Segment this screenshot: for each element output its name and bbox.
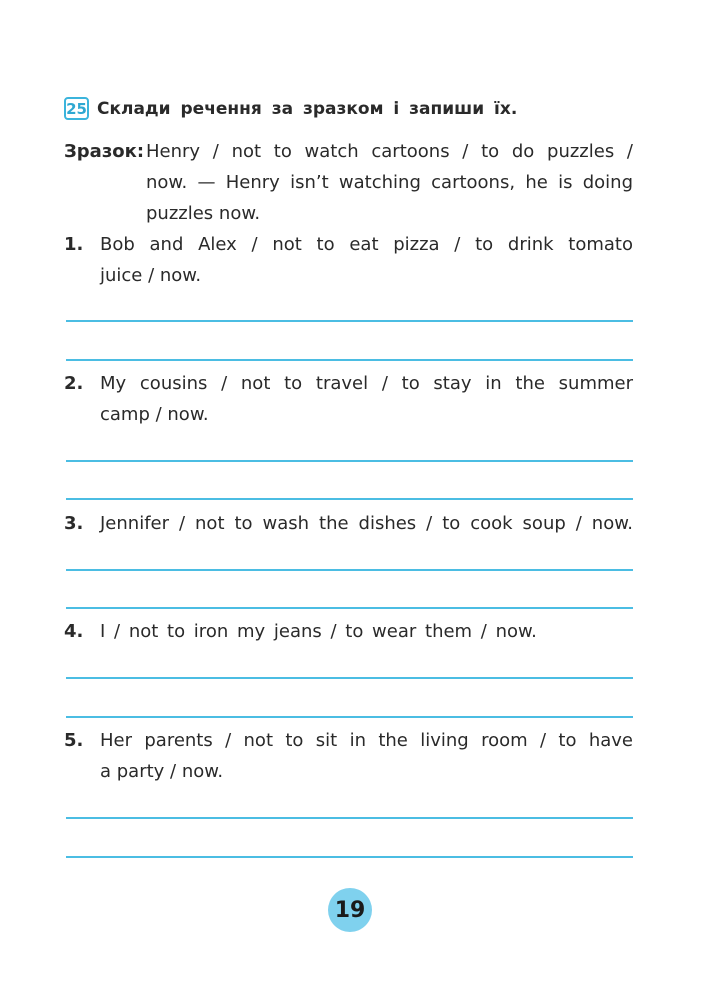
item-4-number: 4. xyxy=(64,621,84,642)
item-4-answer-line-2[interactable] xyxy=(66,716,633,718)
item-2-answer-line-2[interactable] xyxy=(66,498,633,500)
item-1-answer-line-2[interactable] xyxy=(66,359,633,361)
task-number-badge: 25 xyxy=(64,97,89,120)
item-3-answer-line-1[interactable] xyxy=(66,569,633,571)
item-2-line-2: camp / now. xyxy=(100,404,209,425)
item-3-line-1: Jennifer / not to wash the dishes / to cook soup / now. xyxy=(100,513,633,534)
item-5-answer-line-1[interactable] xyxy=(66,817,633,819)
item-5-number: 5. xyxy=(64,730,84,751)
item-1-line-2: juice / now. xyxy=(100,265,202,286)
example-line-2: now. — Henry isn’t watching cartoons, he is doing xyxy=(146,172,633,193)
example-line-3: puzzles now. xyxy=(146,203,261,224)
item-1-answer-line-1[interactable] xyxy=(66,320,633,322)
item-3-answer-line-2[interactable] xyxy=(66,607,633,609)
task-instruction: Склади речення за зразком і запиши їх. xyxy=(97,98,518,119)
page-number: 19 xyxy=(328,888,372,932)
item-1-number: 1. xyxy=(64,234,84,255)
item-1-line-1: Bob and Alex / not to eat pizza / to drink tomato xyxy=(100,234,633,255)
item-2-line-1: My cousins / not to travel / to stay in the summer xyxy=(100,373,633,394)
item-5-answer-line-2[interactable] xyxy=(66,856,633,858)
example-label: Зразок: xyxy=(64,141,145,162)
task-header xyxy=(64,97,517,120)
example-line-1: Henry / not to watch cartoons / to do puzzles / xyxy=(146,141,633,162)
item-2-answer-line-1[interactable] xyxy=(66,460,633,462)
item-5-line-1: Her parents / not to sit in the living room / to have xyxy=(100,730,633,751)
item-2-number: 2. xyxy=(64,373,84,394)
item-5-line-2: a party / now. xyxy=(100,761,224,782)
item-4-answer-line-1[interactable] xyxy=(66,677,633,679)
item-3-number: 3. xyxy=(64,513,84,534)
item-4-line-1: I / not to iron my jeans / to wear them / now. xyxy=(100,621,537,642)
